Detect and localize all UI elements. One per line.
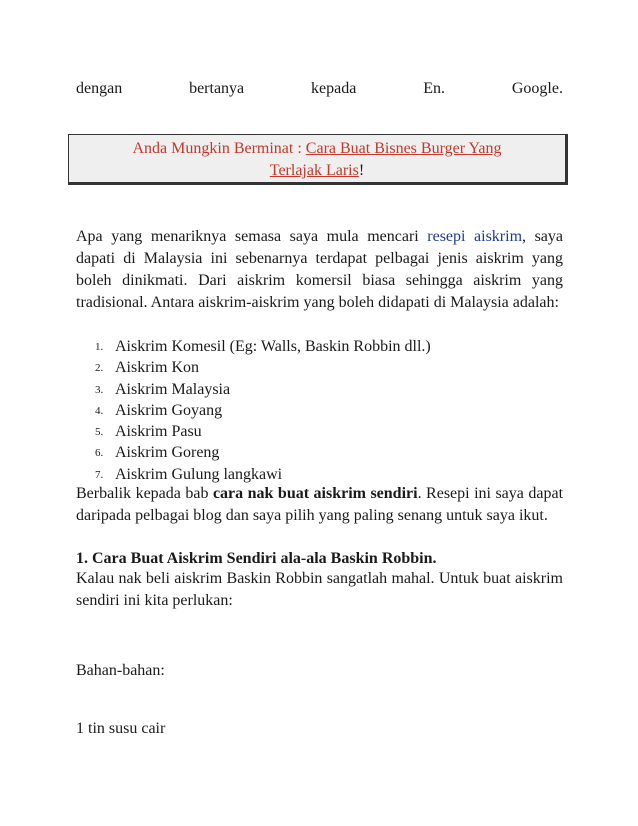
related-suffix: !: [358, 162, 365, 179]
ingredients-label: Bahan-bahan:: [76, 662, 165, 679]
word-kepada: kepada: [311, 80, 357, 97]
word-dengan: dengan: [76, 80, 123, 97]
word-google: Google.: [511, 80, 563, 97]
bold-phrase: cara nak buat aiskrim sendiri: [212, 485, 418, 502]
return-paragraph: Berbalik kepada bab cara nak buat aiskrim sendiri. Resepi ini saya dapat daripada pelbagai blog dan saya pilih yang paling senang untuk saya ikut.: [76, 485, 564, 524]
ingredient-item: 1 tin susu cair: [76, 720, 166, 737]
list-item: 5. Aiskrim Pasu: [95, 423, 202, 441]
word-bertanya: bertanya: [189, 80, 245, 97]
aiskrim-list: [76, 336, 563, 485]
list-item: 2. Aiskrim Kon: [95, 359, 199, 377]
list-item: 7. Aiskrim Gulung langkawi: [95, 465, 283, 483]
list-item: 1. Aiskrim Komesil (Eg: Walls, Baskin Robbin dll.): [95, 338, 431, 355]
section-intro-paragraph: Kalau nak beli aiskrim Baskin Robbin sangatlah mahal. Untuk buat aiskrim sendiri ini kita perlukan:: [76, 570, 563, 609]
list-item: 3. Aiskrim Malaysia: [95, 380, 231, 398]
list-item: 6. Aiskrim Goreng: [95, 444, 220, 462]
intro-paragraph: Apa yang menariknya semasa saya mula mencari resepi aiskrim, saya dapati di Malaysia ini sebenarnya terdapat pelbagai jenis aiskrim yang boleh dinikmati. Dari aiskrim komersil biasa sehingga aiskrim yang tradisional. Antara aiskrim-aiskrim yang boleh didapati di Malaysia adalah:: [76, 228, 563, 311]
related-prefix: Anda Mungkin Berminat :: [132, 140, 306, 157]
list-item: 4. Aiskrim Goyang: [95, 401, 223, 419]
related-article-box: [68, 134, 568, 185]
top-text-line: [76, 79, 563, 99]
related-article-link[interactable]: Cara Buat Bisnes Burger Yang Terlajak Laris: [269, 140, 502, 179]
word-en: En.: [423, 80, 445, 97]
resepi-aiskrim-link[interactable]: resepi aiskrim: [427, 228, 523, 245]
section-heading: 1. Cara Buat Aiskrim Sendiri ala-ala Baskin Robbin.: [76, 550, 437, 567]
